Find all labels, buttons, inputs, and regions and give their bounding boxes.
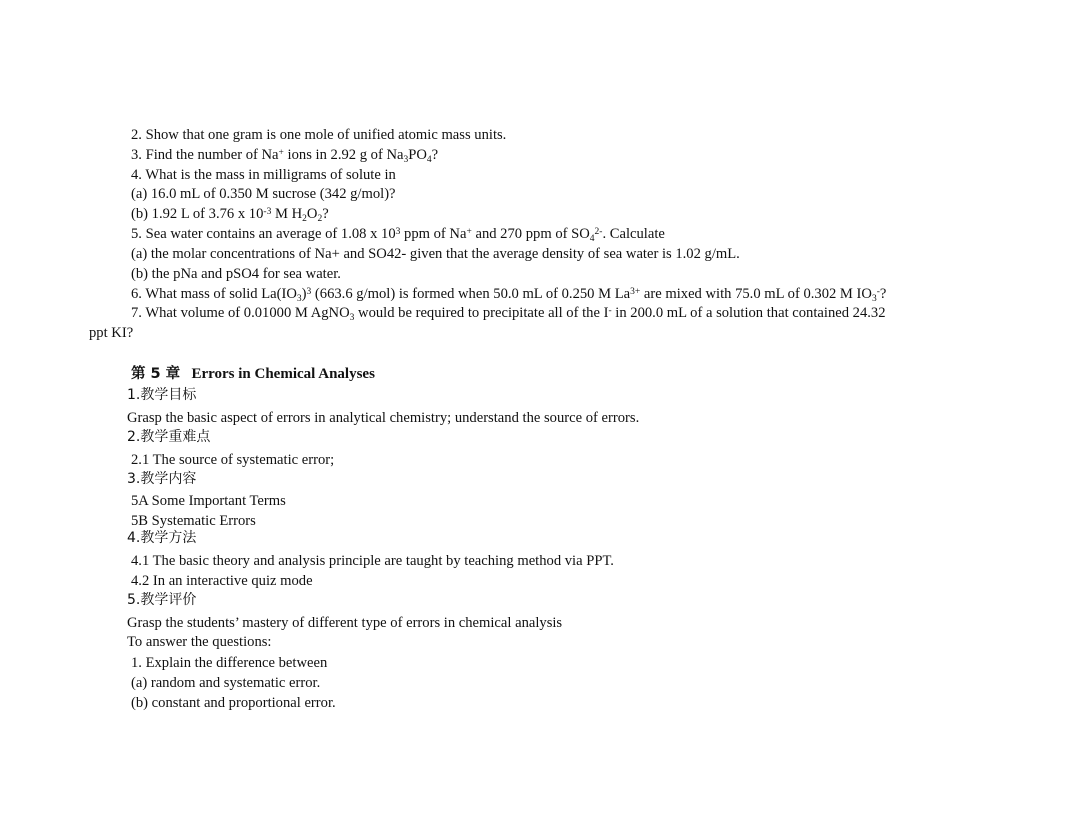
section-2-text: 2.1 The source of systematic error; — [131, 452, 335, 468]
question-1: 1. Explain the difference between — [131, 655, 328, 671]
chapter-number: 第 5 章 — [131, 366, 181, 382]
problem-4: 4. What is the mass in milligrams of solute in — [131, 167, 396, 183]
chapter-heading — [131, 366, 375, 383]
problem-3: 3. Find the number of Na+ ions in 2.92 g of $Na_3PO_4$? — [131, 147, 439, 165]
problem-7: 7. What volume of 0.01000 M AgNO$_3$ would be required to precipitate all of the I- in 200.0 mL of a solution that contained 24.32 — [131, 305, 886, 323]
problem-4b: (b) 1.92 L of 3.76 x $10^{-3}$ M $H_2O_2$? — [131, 206, 329, 224]
chapter-title: Errors in Chemical Analyses — [191, 366, 375, 382]
problem-5: 5. Sea water contains an average of 1.08 x $10^3$ ppm of Na+ and 270 ppm of $SO_4^{2-}$. Calculate — [131, 226, 665, 244]
section-4-item-2: 4.2 In an interactive quiz mode — [131, 573, 313, 589]
section-4-heading: 4.教学方法 — [127, 530, 197, 546]
problem-2: 2. Show that one gram is one mole of unified atomic mass units. — [131, 127, 507, 143]
section-3-item-a: 5A Some Important Terms — [131, 493, 286, 509]
section-2-heading: 2.教学重难点 — [127, 429, 211, 445]
section-1-text: Grasp the basic aspect of errors in analytical chemistry; understand the source of errors. — [127, 410, 640, 426]
problem-5a: (a) the molar concentrations of Na+ and SO42- given that the average density of sea water is 1.02 g/mL. — [131, 246, 740, 262]
section-5-prompt: To answer the questions: — [127, 634, 272, 650]
section-5-heading: 5.教学评价 — [127, 592, 197, 608]
section-1-heading: 1.教学目标 — [127, 387, 197, 403]
problem-4a: (a) 16.0 mL of 0.350 M sucrose (342 g/mol)? — [131, 186, 396, 202]
problem-6: 6. What mass of solid $La(IO_3)^3$ (663.6 g/mol) is formed when 50.0 mL of 0.250 M $La^{3+}$ are mixed with 75.0 mL of 0.302 M $IO_3^-$? — [131, 286, 887, 304]
section-3-item-b: 5B Systematic Errors — [131, 513, 256, 529]
question-1a: (a) random and systematic error. — [131, 675, 321, 691]
problem-5b: (b) the pNa and pSO4 for sea water. — [131, 266, 341, 282]
section-3-heading: 3.教学内容 — [127, 471, 197, 487]
section-5-text: Grasp the students’ mastery of different type of errors in chemical analysis — [127, 615, 563, 631]
section-4-item-1: 4.1 The basic theory and analysis principle are taught by teaching method via PPT. — [131, 553, 614, 569]
problem-7-cont: ppt KI? — [89, 325, 134, 341]
question-1b: (b) constant and proportional error. — [131, 695, 336, 711]
